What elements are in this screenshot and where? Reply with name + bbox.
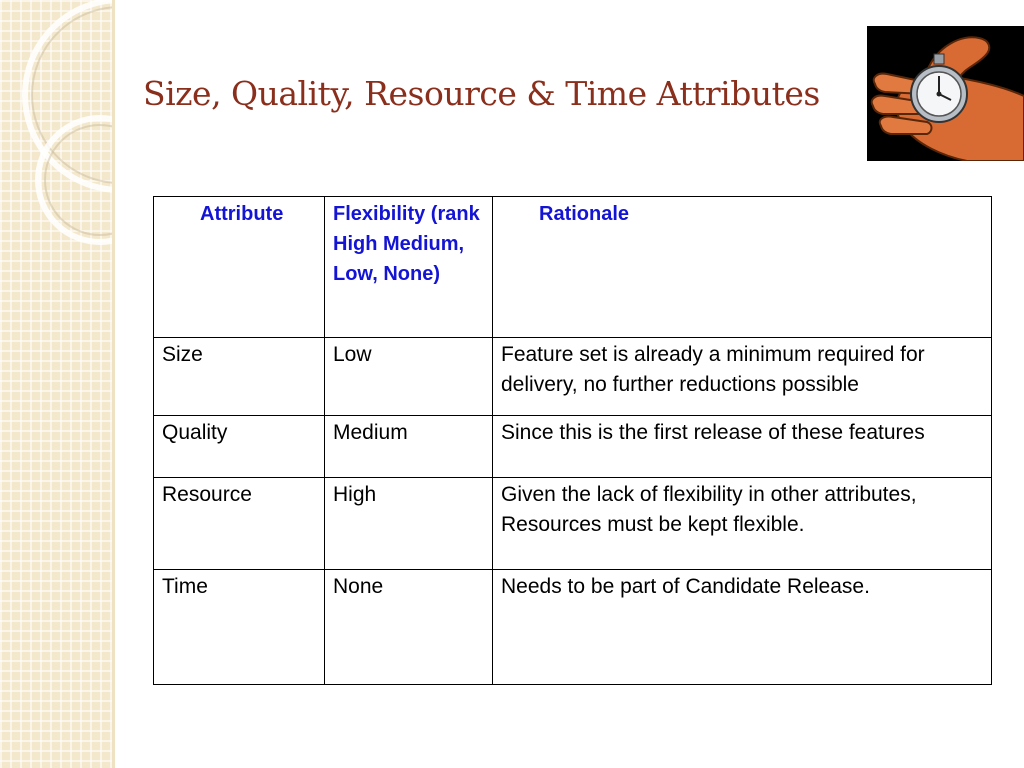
cell-attribute: Time (154, 570, 325, 685)
side-strip-edge (112, 0, 115, 768)
table-header-row (154, 197, 992, 338)
header-rationale: Rationale (493, 197, 992, 338)
cell-attribute: Quality (154, 416, 325, 478)
cell-flexibility: None (325, 570, 493, 685)
cell-attribute: Size (154, 338, 325, 416)
cell-rationale: Given the lack of flexibility in other attributes, Resources must be kept flexible. (493, 478, 992, 570)
decorative-side-strip (0, 0, 112, 768)
stopwatch-in-hand-icon (867, 26, 1024, 161)
table-row (154, 478, 992, 570)
attributes-table (153, 196, 992, 685)
cell-flexibility: Medium (325, 416, 493, 478)
table-row (154, 570, 992, 685)
header-attribute: Attribute (154, 197, 325, 338)
table-row (154, 416, 992, 478)
decorative-rings (0, 0, 112, 768)
cell-flexibility: Low (325, 338, 493, 416)
cell-rationale: Feature set is already a minimum required for delivery, no further reductions possible (493, 338, 992, 416)
cell-rationale: Needs to be part of Candidate Release. (493, 570, 992, 685)
cell-flexibility: High (325, 478, 493, 570)
header-flexibility: Flexibility (rank High Medium, Low, None) (325, 197, 493, 338)
cell-attribute: Resource (154, 478, 325, 570)
cell-rationale: Since this is the first release of these features (493, 416, 992, 478)
table-row (154, 338, 992, 416)
slide-title: Size, Quality, Resource & Time Attributes (143, 74, 820, 113)
